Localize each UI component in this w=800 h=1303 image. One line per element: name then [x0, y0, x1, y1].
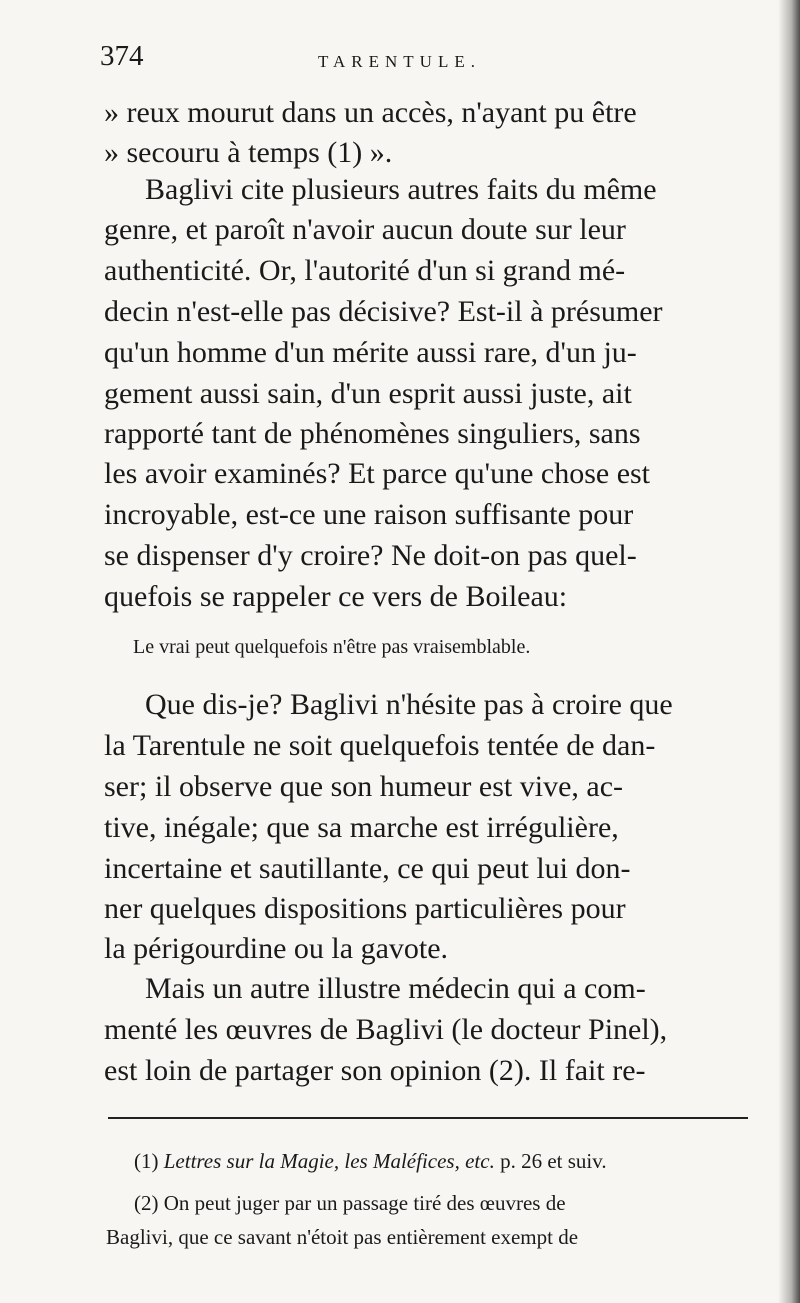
text-line: ner quelques dispositions particulières pour	[104, 892, 626, 925]
footnote-2-line: Baglivi, que ce savant n'étoit pas entièrement exempt de	[106, 1225, 579, 1249]
text-line: Mais un autre illustre médecin qui a com-	[145, 972, 646, 1005]
footnote-1-tail: p. 26 et suiv.	[500, 1149, 607, 1173]
text-line: est loin de partager son opinion (2). Il fait re-	[104, 1054, 646, 1087]
text-line: » reux mourut dans un accès, n'ayant pu être	[104, 96, 637, 129]
text-line: ser; il observe que son humeur est vive, ac-	[104, 770, 624, 803]
text-line: incertaine et sautillante, ce qui peut lui don-	[104, 852, 631, 885]
text-line: authenticité. Or, l'autorité d'un si grand mé-	[104, 254, 626, 287]
text-line: Baglivi cite plusieurs autres faits du même	[145, 173, 657, 206]
text-line: rapporté tant de phénomènes singuliers, sans	[104, 417, 641, 450]
text-line: incroyable, est-ce une raison suffisante pour	[104, 498, 634, 531]
page-edge-shadow	[778, 0, 800, 1303]
running-title: TARENTULE.	[318, 52, 481, 71]
text-line: la périgourdine ou la gavote.	[104, 932, 449, 965]
text-line: quefois se rappeler ce vers de Boileau:	[104, 580, 568, 613]
text-line: Que dis-je? Baglivi n'hésite pas à croire que	[145, 688, 673, 721]
text-line: menté les œuvres de Baglivi (le docteur Pinel),	[104, 1013, 668, 1046]
footnote-2-line: (2) On peut juger par un passage tiré des œuvres de	[134, 1191, 566, 1215]
footnote-separator	[108, 1117, 748, 1119]
footnote-1-title: Lettres sur la Magie, les Maléfices, etc.	[163, 1149, 495, 1173]
footnote-1	[134, 1149, 607, 1174]
text-line: decin n'est-elle pas décisive? Est-il à présumer	[104, 295, 663, 328]
text-line: les avoir examinés? Et parce qu'une chose est	[104, 457, 651, 490]
quoted-verse: Le vrai peut quelquefois n'être pas vraisemblable.	[133, 636, 531, 658]
text-line: genre, et paroît n'avoir aucun doute sur leur	[104, 213, 626, 246]
text-line: tive, inégale; que sa marche est irrégulière,	[104, 811, 619, 844]
footnote-1-marker: (1)	[134, 1149, 159, 1173]
text-line: gement aussi sain, d'un esprit aussi juste, ait	[104, 377, 632, 410]
page-number: 374	[100, 40, 144, 72]
text-line: la Tarentule ne soit quelquefois tentée de dan-	[104, 729, 656, 762]
text-line: se dispenser d'y croire? Ne doit-on pas quel-	[104, 539, 637, 572]
text-line: qu'un homme d'un mérite aussi rare, d'un ju-	[104, 336, 637, 369]
text-line: » secouru à temps (1) ».	[104, 136, 393, 169]
